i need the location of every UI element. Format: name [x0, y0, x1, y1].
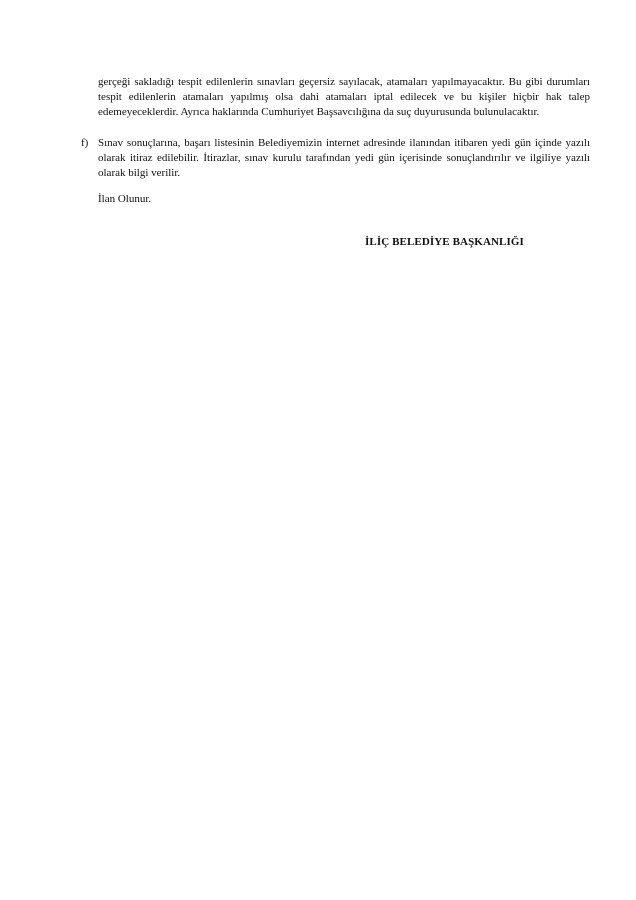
list-item-text: Sınav sonuçlarına, başarı listesinin Belediyemizin internet adresinde ilanından itibaren yedi gün içinde yazılı olarak itiraz edilebilir. İtirazlar, sınav kurulu tarafından yedi gün içerisinde sonuçlandırılır ve ilgiliye yazılı olarak bilgi verilir.	[98, 137, 590, 180]
list-item-marker: f)	[81, 137, 89, 149]
continued-paragraph: gerçeği sakladığı tespit edilenlerin sınavları geçersiz sayılacak, atamaları yapılmayacaktır. Bu gibi durumları tespit edilenlerin atamaları yapılmış olsa dahi atamaları iptal edilecek ve bu kişiler hiçbir hak talep edemeyeceklerdir. Ayrıca haklarında Cumhuriyet Başsavcılığına da suç duyurusunda bulunulacaktır.	[98, 76, 590, 119]
closing-line: İlan Olunur.	[98, 193, 152, 205]
signature-authority: İLİÇ BELEDİYE BAŞKANLIĞI	[365, 236, 524, 248]
list-item-f	[81, 136, 590, 182]
